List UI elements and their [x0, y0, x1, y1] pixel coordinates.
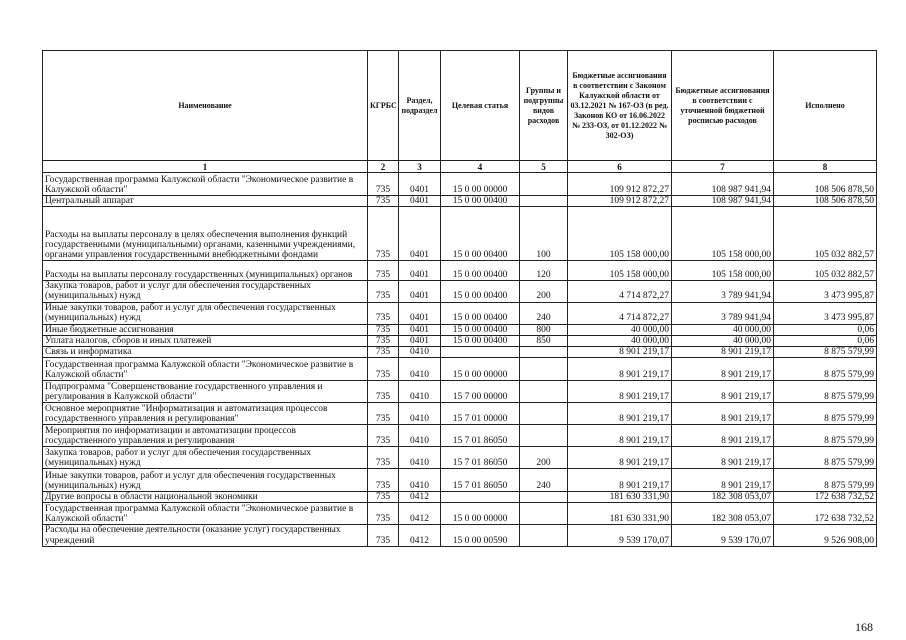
header-law-allocations: Бюджетные ассигнования в соответствии с Законом Калужской области от 03.12.2021 № 167-ОЗ (в ред. Законов КО от 16.06.2022 № 233-ОЗ, от 01.12.2022 № 302-ОЗ) [568, 51, 672, 161]
row-section: 0410 [399, 425, 441, 447]
table-row [43, 358, 877, 381]
row-target-article: 15 0 00 00400 [441, 324, 520, 335]
row-kgrbs: 735 [368, 503, 399, 525]
table-row [43, 403, 877, 425]
row-law-allocation: 4 714 872,27 [568, 302, 672, 324]
row-name: Связь и информатика [43, 347, 368, 358]
row-budget-roll: 8 901 219,17 [672, 381, 774, 403]
row-budget-roll: 8 901 219,17 [672, 469, 774, 492]
row-executed: 3 473 995,87 [774, 302, 877, 324]
table-row [43, 347, 877, 358]
row-budget-roll: 8 901 219,17 [672, 447, 774, 469]
table-row [43, 207, 877, 261]
row-budget-roll: 182 308 053,07 [672, 503, 774, 525]
row-name: Расходы на выплаты персоналу в целях обеспечения выполнения функций государственными (муниципальными) органами, казенными учреждениями, органами управления государственными внебюджетными фондами [43, 207, 368, 261]
row-expense-group [520, 196, 568, 207]
row-kgrbs: 735 [368, 335, 399, 346]
column-number-row [43, 161, 877, 173]
header-section: Раздел, подраздел [399, 51, 441, 161]
row-budget-roll: 9 539 170,07 [672, 525, 774, 546]
row-name: Иные бюджетные ассигнования [43, 324, 368, 335]
row-law-allocation: 8 901 219,17 [568, 425, 672, 447]
row-kgrbs: 735 [368, 425, 399, 447]
row-kgrbs: 735 [368, 207, 399, 261]
row-law-allocation: 181 630 331,90 [568, 492, 672, 503]
row-section: 0410 [399, 403, 441, 425]
row-budget-roll: 40 000,00 [672, 335, 774, 346]
table-row [43, 196, 877, 207]
row-target-article: 15 7 01 86050 [441, 447, 520, 469]
row-section: 0410 [399, 358, 441, 381]
row-target-article: 15 7 01 86050 [441, 425, 520, 447]
page-number: 168 [855, 620, 873, 634]
row-executed: 8 875 579,99 [774, 347, 877, 358]
row-executed: 8 875 579,99 [774, 447, 877, 469]
column-number: 1 [43, 161, 368, 173]
row-executed: 8 875 579,99 [774, 425, 877, 447]
row-target-article: 15 7 01 00000 [441, 403, 520, 425]
row-law-allocation: 109 912 872,27 [568, 196, 672, 207]
row-expense-group: 200 [520, 447, 568, 469]
row-target-article: 15 0 00 00000 [441, 503, 520, 525]
row-executed: 8 875 579,99 [774, 358, 877, 381]
row-executed: 172 638 732,52 [774, 503, 877, 525]
row-target-article: 15 0 00 00400 [441, 261, 520, 281]
row-name: Закупка товаров, работ и услуг для обеспечения государственных (муниципальных) нужд [43, 281, 368, 302]
row-law-allocation: 105 158 000,00 [568, 261, 672, 281]
row-target-article: 15 0 00 00400 [441, 335, 520, 346]
row-expense-group [520, 492, 568, 503]
row-law-allocation: 4 714 872,27 [568, 281, 672, 302]
row-section: 0412 [399, 503, 441, 525]
header-budget-roll: Бюджетные ассигнования в соответствии с уточненной бюджетной росписью расходов [672, 51, 774, 161]
row-name: Подпрограмма "Совершенствование государственного управления и регулирования в Калужской области" [43, 381, 368, 403]
row-law-allocation: 8 901 219,17 [568, 403, 672, 425]
row-expense-group: 850 [520, 335, 568, 346]
row-executed: 172 638 732,52 [774, 492, 877, 503]
row-name: Государственная программа Калужской области "Экономическое развитие в Калужской области" [43, 173, 368, 196]
row-target-article [441, 492, 520, 503]
row-target-article: 15 0 00 00590 [441, 525, 520, 546]
row-law-allocation: 8 901 219,17 [568, 381, 672, 403]
table-row [43, 381, 877, 403]
row-expense-group [520, 403, 568, 425]
row-budget-roll: 3 789 941,94 [672, 302, 774, 324]
table-row [43, 335, 877, 346]
table-row [43, 324, 877, 335]
row-target-article: 15 7 00 00000 [441, 381, 520, 403]
row-section: 0401 [399, 281, 441, 302]
row-target-article [441, 347, 520, 358]
budget-table [42, 50, 877, 547]
row-name: Государственная программа Калужской области "Экономическое развитие в Калужской области" [43, 503, 368, 525]
row-target-article: 15 0 00 00400 [441, 196, 520, 207]
column-number: 6 [568, 161, 672, 173]
row-section: 0410 [399, 347, 441, 358]
table-row [43, 525, 877, 546]
row-executed: 3 473 995,87 [774, 281, 877, 302]
row-kgrbs: 735 [368, 381, 399, 403]
row-section: 0410 [399, 381, 441, 403]
row-name: Расходы на обеспечение деятельности (оказание услуг) государственных учреждений [43, 525, 368, 546]
row-section: 0401 [399, 173, 441, 196]
row-law-allocation: 40 000,00 [568, 324, 672, 335]
row-budget-roll: 8 901 219,17 [672, 347, 774, 358]
row-name: Закупка товаров, работ и услуг для обеспечения государственных (муниципальных) нужд [43, 447, 368, 469]
row-target-article: 15 7 01 86050 [441, 469, 520, 492]
row-expense-group [520, 173, 568, 196]
row-target-article: 15 0 00 00400 [441, 302, 520, 324]
row-expense-group [520, 347, 568, 358]
row-kgrbs: 735 [368, 261, 399, 281]
row-expense-group [520, 381, 568, 403]
row-law-allocation: 8 901 219,17 [568, 447, 672, 469]
column-number: 5 [520, 161, 568, 173]
table-row [43, 302, 877, 324]
row-expense-group [520, 358, 568, 381]
row-budget-roll: 8 901 219,17 [672, 425, 774, 447]
row-law-allocation: 181 630 331,90 [568, 503, 672, 525]
row-name: Основное мероприятие "Информатизация и автоматизация процессов государственного управления и регулирования" [43, 403, 368, 425]
row-expense-group [520, 525, 568, 546]
row-section: 0401 [399, 324, 441, 335]
row-executed: 9 526 908,00 [774, 525, 877, 546]
row-kgrbs: 735 [368, 196, 399, 207]
row-executed: 8 875 579,99 [774, 403, 877, 425]
row-kgrbs: 735 [368, 469, 399, 492]
table-row [43, 425, 877, 447]
row-kgrbs: 735 [368, 173, 399, 196]
row-executed: 105 032 882,57 [774, 207, 877, 261]
row-kgrbs: 735 [368, 447, 399, 469]
row-budget-roll: 40 000,00 [672, 324, 774, 335]
row-executed: 8 875 579,99 [774, 469, 877, 492]
row-name: Центральный аппарат [43, 196, 368, 207]
row-expense-group: 240 [520, 469, 568, 492]
row-expense-group [520, 503, 568, 525]
row-kgrbs: 735 [368, 281, 399, 302]
row-expense-group: 240 [520, 302, 568, 324]
column-number: 2 [368, 161, 399, 173]
table-row [43, 261, 877, 281]
column-number: 4 [441, 161, 520, 173]
row-executed: 108 506 878,50 [774, 196, 877, 207]
row-section: 0412 [399, 492, 441, 503]
row-law-allocation: 105 158 000,00 [568, 207, 672, 261]
row-law-allocation: 40 000,00 [568, 335, 672, 346]
row-name: Иные закупки товаров, работ и услуг для обеспечения государственных (муниципальных) нужд [43, 302, 368, 324]
header-expense-group: Группы и подгруппы видов расходов [520, 51, 568, 161]
row-section: 0401 [399, 207, 441, 261]
row-expense-group: 200 [520, 281, 568, 302]
row-executed: 108 506 878,50 [774, 173, 877, 196]
row-expense-group: 100 [520, 207, 568, 261]
row-law-allocation: 109 912 872,27 [568, 173, 672, 196]
row-kgrbs: 735 [368, 302, 399, 324]
row-executed: 8 875 579,99 [774, 381, 877, 403]
row-executed: 0,06 [774, 335, 877, 346]
header-target-article: Целевая статья [441, 51, 520, 161]
row-section: 0401 [399, 335, 441, 346]
row-section: 0410 [399, 447, 441, 469]
row-expense-group [520, 425, 568, 447]
table-row [43, 503, 877, 525]
row-name: Иные закупки товаров, работ и услуг для обеспечения государственных (муниципальных) нужд [43, 469, 368, 492]
row-target-article: 15 0 00 00400 [441, 207, 520, 261]
row-name: Другие вопросы в области национальной экономики [43, 492, 368, 503]
header-kgrbs: КГРБС [368, 51, 399, 161]
row-budget-roll: 3 789 941,94 [672, 281, 774, 302]
row-budget-roll: 108 987 941,94 [672, 196, 774, 207]
row-kgrbs: 735 [368, 403, 399, 425]
row-target-article: 15 0 00 00000 [441, 358, 520, 381]
table-row [43, 447, 877, 469]
row-section: 0412 [399, 525, 441, 546]
row-expense-group: 120 [520, 261, 568, 281]
row-budget-roll: 182 308 053,07 [672, 492, 774, 503]
row-kgrbs: 735 [368, 324, 399, 335]
row-target-article: 15 0 00 00400 [441, 281, 520, 302]
table-row [43, 281, 877, 302]
row-section: 0401 [399, 196, 441, 207]
row-name: Государственная программа Калужской области "Экономическое развитие в Калужской области" [43, 358, 368, 381]
table-row [43, 173, 877, 196]
row-law-allocation: 8 901 219,17 [568, 469, 672, 492]
row-budget-roll: 105 158 000,00 [672, 261, 774, 281]
row-kgrbs: 735 [368, 525, 399, 546]
header-row [43, 51, 877, 161]
row-law-allocation: 9 539 170,07 [568, 525, 672, 546]
row-section: 0401 [399, 302, 441, 324]
column-number: 3 [399, 161, 441, 173]
row-budget-roll: 8 901 219,17 [672, 358, 774, 381]
row-name: Уплата налогов, сборов и иных платежей [43, 335, 368, 346]
header-name: Наименование [43, 51, 368, 161]
row-law-allocation: 8 901 219,17 [568, 358, 672, 381]
row-name: Мероприятия по информатизации и автоматизации процессов государственного управления и регулирования [43, 425, 368, 447]
row-budget-roll: 8 901 219,17 [672, 403, 774, 425]
column-number: 7 [672, 161, 774, 173]
row-kgrbs: 735 [368, 347, 399, 358]
row-kgrbs: 735 [368, 492, 399, 503]
row-expense-group: 800 [520, 324, 568, 335]
table-row [43, 469, 877, 492]
row-target-article: 15 0 00 00000 [441, 173, 520, 196]
row-section: 0401 [399, 261, 441, 281]
row-law-allocation: 8 901 219,17 [568, 347, 672, 358]
row-kgrbs: 735 [368, 358, 399, 381]
table-row [43, 492, 877, 503]
column-number: 8 [774, 161, 877, 173]
row-executed: 0,06 [774, 324, 877, 335]
row-executed: 105 032 882,57 [774, 261, 877, 281]
row-budget-roll: 105 158 000,00 [672, 207, 774, 261]
row-budget-roll: 108 987 941,94 [672, 173, 774, 196]
header-executed: Исполнено [774, 51, 877, 161]
row-name: Расходы на выплаты персоналу государственных (муниципальных) органов [43, 261, 368, 281]
row-section: 0410 [399, 469, 441, 492]
